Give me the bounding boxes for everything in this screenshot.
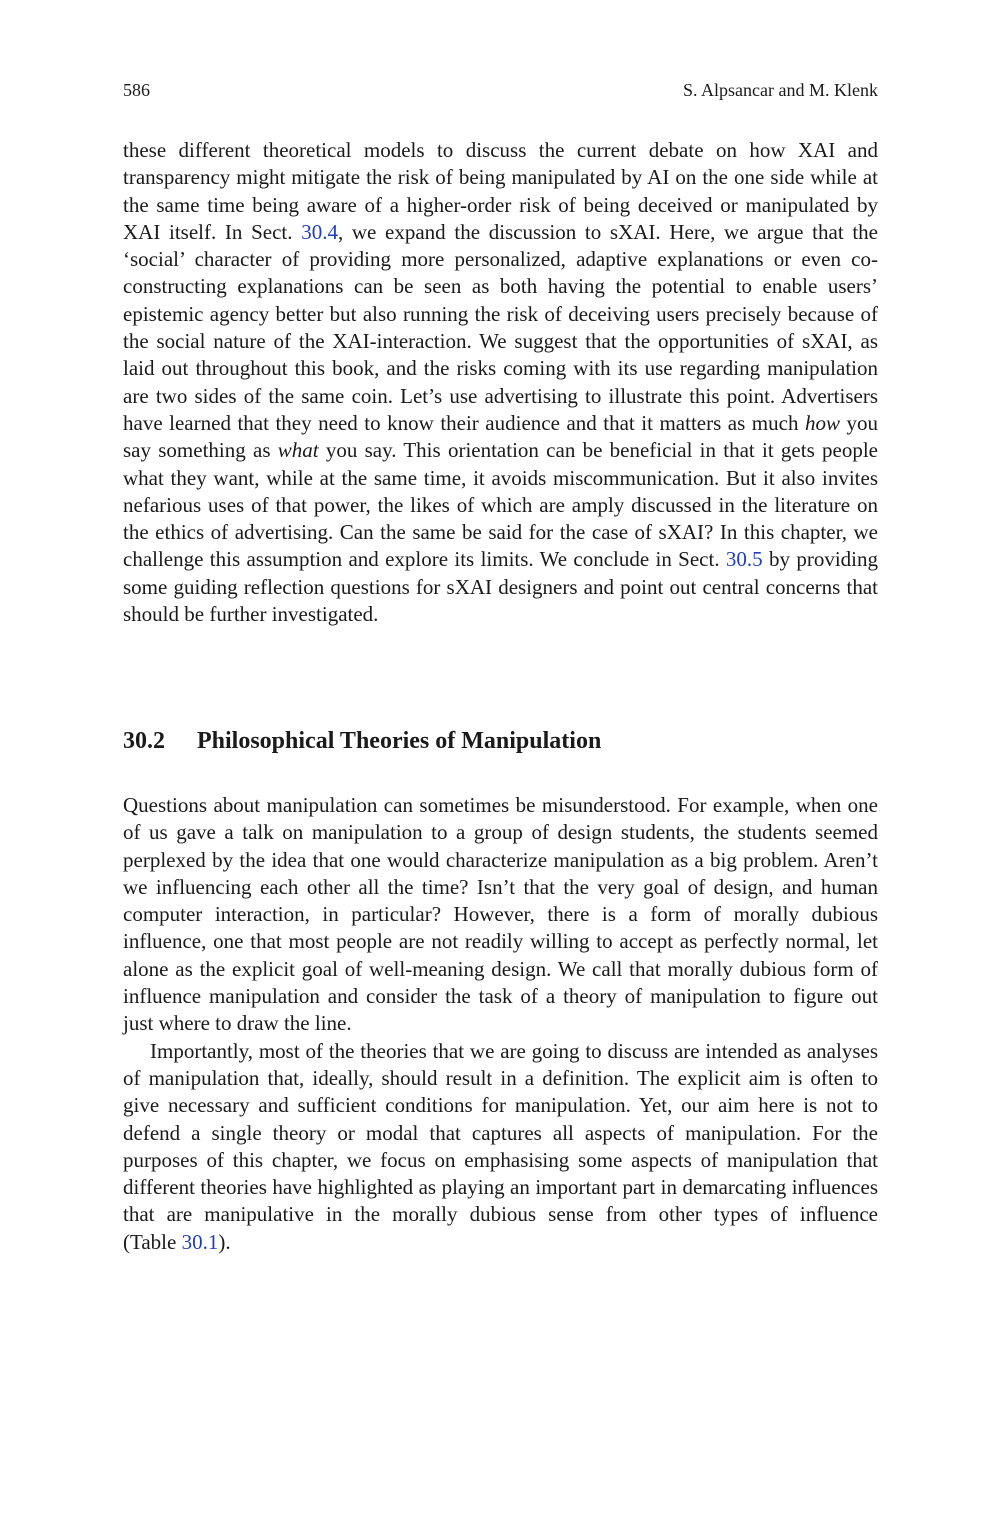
section-paragraph-2 [123,1038,878,1256]
text-run: you say. This orientation can be beneficial in that it gets people what they want, while at the same time, it avoids miscommunication. But it also invites nefarious uses of that power, the likes of which are amply discussed in the literature on the ethics of advertising. Can the same be said for the case of sXAI? In this chapter, we challenge this assumption and explore its limits. We conclude in Sect. [123,438,878,572]
text-run: Importantly, most of the theories that we are going to discuss are intended as analyses of manipulation that, ideally, should result in a definition. The explicit aim is often to give necessary and sufficient conditions for manipulation. Yet, our aim here is not to defend a single theory or modal that captures all aspects of manipulation. For the purposes of this chapter, we focus on emphasising some aspects of manipulation that different theories have highlighted as playing an important part in demarcating influences that are manipulative in the morally dubious sense from other types of influence (Table [123,1038,878,1254]
running-head [123,78,878,102]
text-run: , we expand the discussion to sXAI. Here, we argue that the ‘social’ character of providing more personalized, adaptive explanations or even co-constructing explanations can be seen as both having the potential to enable users’ epistemic agency better but also running the risk of deceiving users precisely because of the social nature of the XAI-interaction. We suggest that the opportunities of sXAI, as laid out throughout this book, and the risks coming with its use regarding manipulation are two sides of the same coin. Let’s use advertising to illustrate this point. Advertisers have learned that they need to know their audience and that it matters as much [123,219,878,435]
running-head-authors: S. Alpsancar and M. Klenk [683,80,878,100]
section-link-30-4[interactable]: 30.4 [301,219,338,244]
text-run: you say something as [123,410,878,463]
section-heading [123,726,878,756]
table-link-30-1[interactable]: 30.1 [181,1229,219,1254]
page-number: 586 [123,80,150,100]
text-run: ). [218,1229,231,1254]
section-number: 30.2 [123,728,165,754]
section-paragraph-1: Questions about manipulation can sometimes be misunderstood. For example, when one of us gave a talk on manipulation to a group of design students, the students seemed perplexed by the idea that one would characterize manipulation as a big problem. Aren’t we influencing each other all the time? Isn’t that the very goal of design, and human computer interaction, in particular? However, there is a form of morally dubious influence, one that most people are not readily willing to accept as perfectly normal, let alone as the explicit goal of well-meaning design. We call that morally dubious form of influence manipulation and consider the task of a theory of manipulation to figure out just where to draw the line. [123,793,878,1036]
intro-paragraph [123,137,878,628]
section-link-30-5[interactable]: 30.5 [725,547,763,572]
text-run: by providing some guiding reflection questions for sXAI designers and point out central concerns that should be further investigated. [123,547,878,627]
emphasis-what: what [277,438,319,463]
section-title: Philosophical Theories of Manipulation [197,728,602,754]
section-body [123,792,878,1256]
emphasis-how: how [804,410,840,435]
text-run: these different theoretical models to discuss the current debate on how XAI and transparency might mitigate the risk of being manipulated by AI on the one side while at the same time being aware of a higher-order risk of being deceived or manipulated by XAI itself. In Sect. [123,138,878,244]
intro-text [123,137,878,628]
